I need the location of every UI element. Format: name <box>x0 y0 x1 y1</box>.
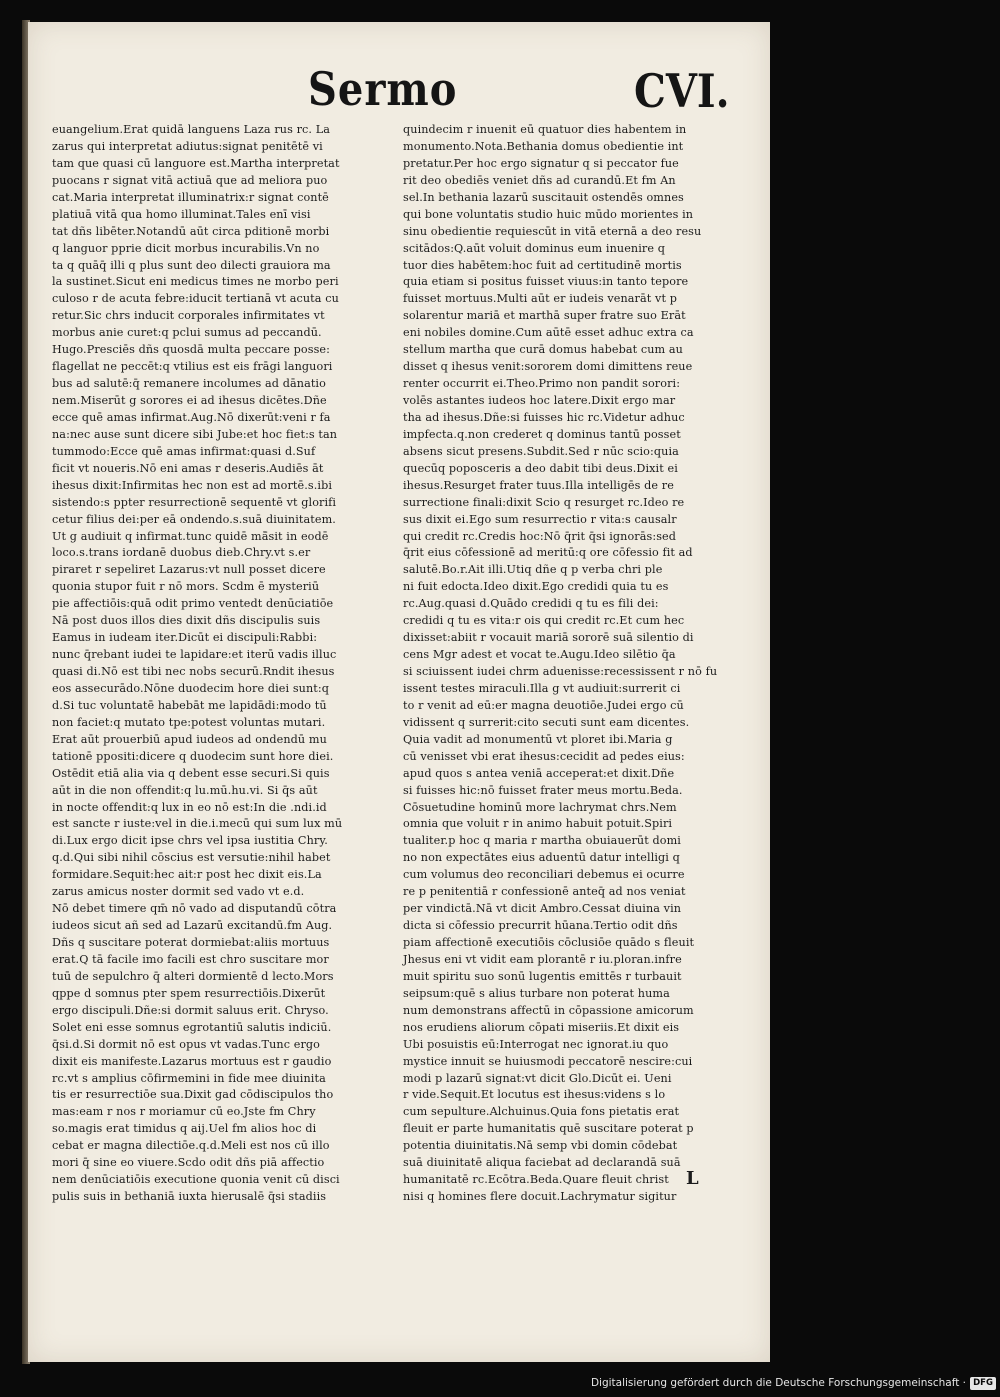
text-line: est sancte r iuste:vel in die.i.mecū qui sum lux mū <box>52 817 343 831</box>
text-line: eos assecurādo.Nōne duodecim hore diei sunt:q <box>52 681 330 695</box>
text-line: salutē.Bo.r.Ait illi.Utiq dñe q p verba chri ple <box>403 563 663 577</box>
text-line: loco.s.trans iordanē duobus dieb.Chry.vt s.er <box>52 546 311 560</box>
text-line: bus ad salutē:q̄ remanere incolumes ad dānatio <box>52 377 326 391</box>
text-line: q.d.Qui sibi nihil cōscius est versutie:nihil habet <box>52 851 331 865</box>
catchword: L <box>686 1168 699 1189</box>
text-line: Solet eni esse somnus egrotantiū salutis indiciū. <box>52 1020 332 1034</box>
text-line: Ubi posuistis eū:Interrogat nec ignorat.iu quo <box>403 1037 669 1051</box>
text-line: tat dñs libēter.Notandū aūt circa pditionē morbi <box>52 224 330 238</box>
text-line: apud quos s antea veniā acceperat:et dixit.Dñe <box>403 766 675 780</box>
text-line: re p penitentiā r confessionē anteq̄ ad nos veniat <box>403 885 686 899</box>
text-line: volēs astantes iudeos hoc latere.Dixit ergo mar <box>403 394 676 407</box>
text-line: scitādos:Q.aūt voluit dominus eum inuenire q <box>403 241 665 255</box>
dfg-logo-icon: DFG <box>970 1377 996 1390</box>
text-line: quindecim r inuenit eū quatuor dies habentem in <box>403 123 687 136</box>
running-title: Sermo <box>308 62 458 117</box>
text-line: qui bone voluntatis studio huic mūdo morientes in <box>403 207 694 221</box>
text-line: na:nec ause sunt dicere sibi Jube:et hoc fiet:s tan <box>52 427 338 441</box>
text-line: ta q quāq̄ illi q plus sunt deo dilecti grauiora ma <box>52 258 331 272</box>
text-line: Eamus in iudeam iter.Dicūt ei discipuli:Rabbi: <box>52 631 318 645</box>
right-text-column <box>403 122 753 1204</box>
text-line: ni fuit edocta.Ideo dixit.Ego credidi quia tu es <box>403 580 669 594</box>
text-line: cetur filius dei:per eā ondendo.s.suā diuinitatem. <box>52 512 336 526</box>
text-line: formidare.Sequit:hec ait:r post hec dixit eis.La <box>52 868 322 882</box>
text-line: cat.Maria interpretat illuminatrix:r signat contē <box>52 190 329 204</box>
text-line: iudeos sicut añ sed ad Lazarū excitandū.fm Aug. <box>52 919 333 933</box>
text-line: cebat er magna dilectiōe.q.d.Meli est nos cū illo <box>52 1139 330 1153</box>
text-line: Quia vadit ad monumentū vt ploret ibi.Maria g <box>403 732 673 746</box>
text-line: impfecta.q.non crederet q dominus tantū posset <box>403 427 681 441</box>
text-line: zarus amicus noster dormit sed vado vt e.d. <box>52 885 305 899</box>
text-line: renter occurrit ei.Theo.Primo non pandit sorori: <box>403 377 681 391</box>
text-line: humanitatē rc.Ecōtra.Beda.Quare fleuit christ <box>403 1173 669 1187</box>
text-line: Ostēdit etiā alia via q debent esse securi.Si quis <box>52 766 330 780</box>
text-line: Cōsuetudine hominū more lachrymat chrs.Nem <box>403 800 677 814</box>
text-line: eni nobiles domine.Cum aūtē esset adhuc extra ca <box>403 326 694 340</box>
text-line: tha ad ihesus.Dñe:si fuisses hic rc.Videtur adhuc <box>403 410 685 424</box>
text-line: muit spiritu suo sonū lugentis emittēs r turbauit <box>403 969 682 983</box>
text-line: q̄si.d.Si dormit nō est opus vt vadas.Tunc ergo <box>52 1037 320 1051</box>
text-line: nem.Miserūt g sorores ei ad ihesus dicētes.Dñe <box>52 394 327 407</box>
text-line: quasi di.Nō est tibi nec nobs securū.Rndit ihesus <box>52 665 335 678</box>
text-line: aūt in die non offendit:q lu.mū.hu.vi. Si q̄s aūt <box>52 783 318 797</box>
text-line: Jhesus eni vt vidit eam plorantē r iu.ploran.infre <box>403 952 682 966</box>
text-line: pulis suis in bethaniā iuxta hierusalē q̄si stadiis <box>52 1190 327 1204</box>
text-line: solarentur mariā et marthā super fratre suo Erāt <box>403 309 686 323</box>
text-line: modi p lazarū signat:vt dicit Glo.Dicūt ei. Ueni <box>403 1071 672 1085</box>
text-line: stellum martha que curā domus habebat cum au <box>403 343 683 357</box>
text-line: omnia que voluit r in animo habuit potuit.Spiri <box>403 817 673 831</box>
folio-number: CVI. <box>634 64 730 119</box>
text-line: sel.In bethania lazarū suscitauit ostendēs omnes <box>403 190 684 204</box>
text-line: surrectione finali:dixit Scio q resurget rc.Ideo re <box>403 495 685 509</box>
text-line: ihesus dixit:Infirmitas hec non est ad mortē.s.ibi <box>52 478 333 492</box>
text-line: ergo discipuli.Dñe:si dormit saluus erit. Chryso. <box>52 1003 329 1017</box>
text-line: credidi q tu es vita:r ois qui credit rc.Et cum hec <box>403 614 685 628</box>
text-line: tis er resurrectiōe sua.Dixit gad cōdiscipulos tho <box>52 1088 334 1102</box>
text-line: num demonstrans affectū in cōpassione amicorum <box>403 1003 694 1017</box>
text-line: qui credit rc.Credis hoc:Nō q̄rit q̄si ignorās:sed <box>403 529 677 543</box>
text-line: ecce quē amas infirmat.Aug.Nō dixerūt:veni r fa <box>52 410 331 424</box>
text-line: Hugo.Presciēs dñs quosdā multa peccare posse: <box>52 343 331 357</box>
text-line: monumento.Nota.Bethania domus obedientie int <box>403 139 684 153</box>
text-line: q̄rit eius cōfessionē ad meritū:q ore cōfessio fit ad <box>403 546 693 560</box>
text-line: euangelium.Erat quidā languens Laza rus rc. La <box>52 123 331 136</box>
text-line: mori q̄ sine eo viuere.Scdo odit dñs piā affectio <box>52 1156 325 1170</box>
text-line: non faciet:q mutato tpe:potest voluntas mutari. <box>52 715 326 729</box>
text-line: pie affectiōis:quā odit primo ventedt denūciatiōe <box>52 597 334 611</box>
text-line: tualiter.p hoc q maria r martha obuiauerūt domi <box>403 834 681 848</box>
text-line: la sustinet.Sicut eni medicus times ne morbo peri <box>52 275 339 289</box>
text-line: rc.Aug.quasi d.Quādo credidi q tu es fili dei: <box>403 597 659 611</box>
text-line: vidissent q surrerit:cito secuti sunt eam dicentes. <box>403 715 690 729</box>
text-line: q languor pprie dicit morbus incurabilis.Vn no <box>52 241 320 255</box>
text-line: rit deo obediēs veniet dñs ad curandū.Et fm An <box>403 173 676 187</box>
text-line: seipsum:quē s alius turbare non poterat huma <box>403 986 670 1000</box>
text-line: tuū de sepulchro q̄ alteri dormientē d lecto.Mors <box>52 969 334 983</box>
text-line: erat.Q tā facile imo facili est chro suscitare mor <box>52 952 329 966</box>
text-line: dixisset:abiit r vocauit mariā sororē suā silentio di <box>403 631 694 645</box>
text-line: potentia diuinitatis.Nā semp vbi domin cōdebat <box>403 1139 678 1153</box>
text-line: pretatur.Per hoc ergo signatur q si peccator fue <box>403 156 679 170</box>
text-line: fuisset mortuus.Multi aūt er iudeis venarāt vt p <box>403 292 677 306</box>
text-line: mystice innuit se huiusmodi peccatorē nescire:cui <box>403 1054 693 1068</box>
text-line: si sciuissent iudei chrm aduenisse:recessissent r nō fu <box>403 665 718 678</box>
text-line: to r venit ad eū:er magna deuotiōe.Judei ergo cū <box>403 698 684 712</box>
incunabula-page <box>28 22 770 1362</box>
text-line: in nocte offendit:q lux in eo nō est:In die .ndi.id <box>52 800 327 814</box>
text-line: culoso r de acuta febre:iducit tertianā vt acuta cu <box>52 292 339 306</box>
text-line: sus dixit ei.Ego sum resurrectio r vita:s causalr <box>403 512 677 526</box>
text-line: flagellat ne peccēt:q vtilius est eis frāgi languori <box>52 360 333 374</box>
text-line: cū venisset vbi erat ihesus:cecidit ad pedes eius: <box>403 749 685 763</box>
text-line: tam que quasi cū languore est.Martha interpretat <box>52 156 340 170</box>
text-line: mas:eam r nos r moriamur cū eo.Jste fm Chry <box>52 1105 316 1119</box>
text-line: qppe d somnus pter spem resurrectiōis.Dixerūt <box>52 986 326 1000</box>
text-line: ihesus.Resurget frater tuus.Illa intelligēs de re <box>403 478 674 492</box>
text-line: sinu obedientie requiescūt in vitā eternā a deo resu <box>403 224 702 238</box>
text-line: tuor dies habētem:hoc fuit ad certitudinē mortis <box>403 258 682 272</box>
text-line: Nō debet timere qm̄ nō vado ad disputandū cōtra <box>52 902 337 916</box>
text-line: r vide.Sequit.Et locutus est ihesus:videns s lo <box>403 1088 666 1102</box>
text-line: cum volumus deo reconciliari debemus ei ocurre <box>403 868 685 882</box>
text-line: d.Si tuc voluntatē habebāt me lapidādi:modo tū <box>52 698 327 712</box>
text-line: retur.Sic chrs inducit corporales infirmitates vt <box>52 309 325 323</box>
text-line: ficit vt noueris.Nō eni amas r deseris.Audiēs āt <box>52 461 324 475</box>
text-line: so.magis erat timidus q aij.Uel fm alios hoc di <box>52 1122 317 1136</box>
text-line: quia etiam si positus fuisset viuus:in tanto tepore <box>403 275 689 289</box>
text-line: rc.vt s amplius cōfirmemini in fide mee diuinita <box>52 1071 326 1085</box>
text-line: si fuisses hic:nō fuisset frater meus mortu.Beda. <box>403 783 683 797</box>
text-line: puocans r signat vitā actiuā que ad meliora puo <box>52 173 328 187</box>
text-line: piraret r sepeliret Lazarus:vt null posset dicere <box>52 563 326 577</box>
text-line: nisi q homines flere docuit.Lachrymatur sigitur <box>403 1190 677 1204</box>
text-line: dicta si cōfessio precurrit hūana.Tertio odit dñs <box>403 919 678 933</box>
text-line: quonia stupor fuit r nō mors. Scdm ē mysteriū <box>52 580 320 594</box>
text-line: Nā post duos illos dies dixit dñs discipulis suis <box>52 614 321 628</box>
text-line: issent testes miraculi.Illa g vt audiuit:surrerit ci <box>403 681 681 695</box>
text-line: fleuit er parte humanitatis quē suscitare poterat p <box>403 1122 694 1136</box>
text-line: Dñs q suscitare poterat dormiebat:aliis mortuus <box>52 936 330 949</box>
left-text-column <box>52 122 402 1204</box>
text-line: nem denūciatiōis executione quonia venit cū disci <box>52 1173 340 1187</box>
text-line: cens Mgr adest et vocat te.Augu.Ideo silētio q̄a <box>403 648 676 662</box>
text-line: piam affectionē executiōis cōclusiōe quādo s fleuit <box>403 936 695 949</box>
text-line: disset q ihesus venit:sororem domi dimittens reue <box>403 360 693 374</box>
text-line: zarus qui interpretat adiutus:signat penitētē vi <box>52 139 323 153</box>
text-line: sistendo:s ppter resurrectionē sequentē vt glorifi <box>52 495 337 509</box>
text-line: morbus anie curet:q pclui sumus ad peccandū. <box>52 326 322 340</box>
text-line: no non expectātes eius aduentū datur intelligi q <box>403 851 680 865</box>
text-line: per vindictā.Nā vt dicit Ambro.Cessat diuina vin <box>403 902 682 916</box>
text-line: quecūq poposceris a deo dabit tibi deus.Dixit ei <box>403 461 678 475</box>
text-line: suā diuinitatē aliqua faciebat ad declarandā suā <box>403 1156 681 1170</box>
text-line: tummodo:Ecce quē amas infirmat:quasi d.Suf <box>52 444 316 458</box>
text-line: absens sicut presens.Subdit.Sed r nūc scio:quia <box>403 444 679 458</box>
text-line: Ut g audiuit q infirmat.tunc quidē mā̄sit in eodē <box>52 529 329 543</box>
text-line: nunc q̄rebant iudei te lapidare:et iterū vadis illuc <box>52 648 337 662</box>
text-line: tationē ppositi:dicere q duodecim sunt hore diei. <box>52 749 334 763</box>
text-line: platiuā vitā qua homo illuminat.Tales enī visi <box>52 207 311 221</box>
text-line: Erat aūt prouerbiū apud iudeos ad ondendū mu <box>52 732 327 746</box>
text-line: nos erudiens aliorum cōpati miseriis.Et dixit eis <box>403 1020 680 1034</box>
text-line: cum sepulture.Alchuinus.Quia fons pietatis erat <box>403 1105 680 1119</box>
text-line: di.Lux ergo dicit ipse chrs vel ipsa iustitia Chry. <box>52 834 328 848</box>
text-line: dixit eis manifeste.Lazarus mortuus est r gaudio <box>52 1054 332 1068</box>
digitization-credit: Digitalisierung gefördert durch die Deutsche Forschungsgemeinschaft · <box>590 1377 966 1389</box>
